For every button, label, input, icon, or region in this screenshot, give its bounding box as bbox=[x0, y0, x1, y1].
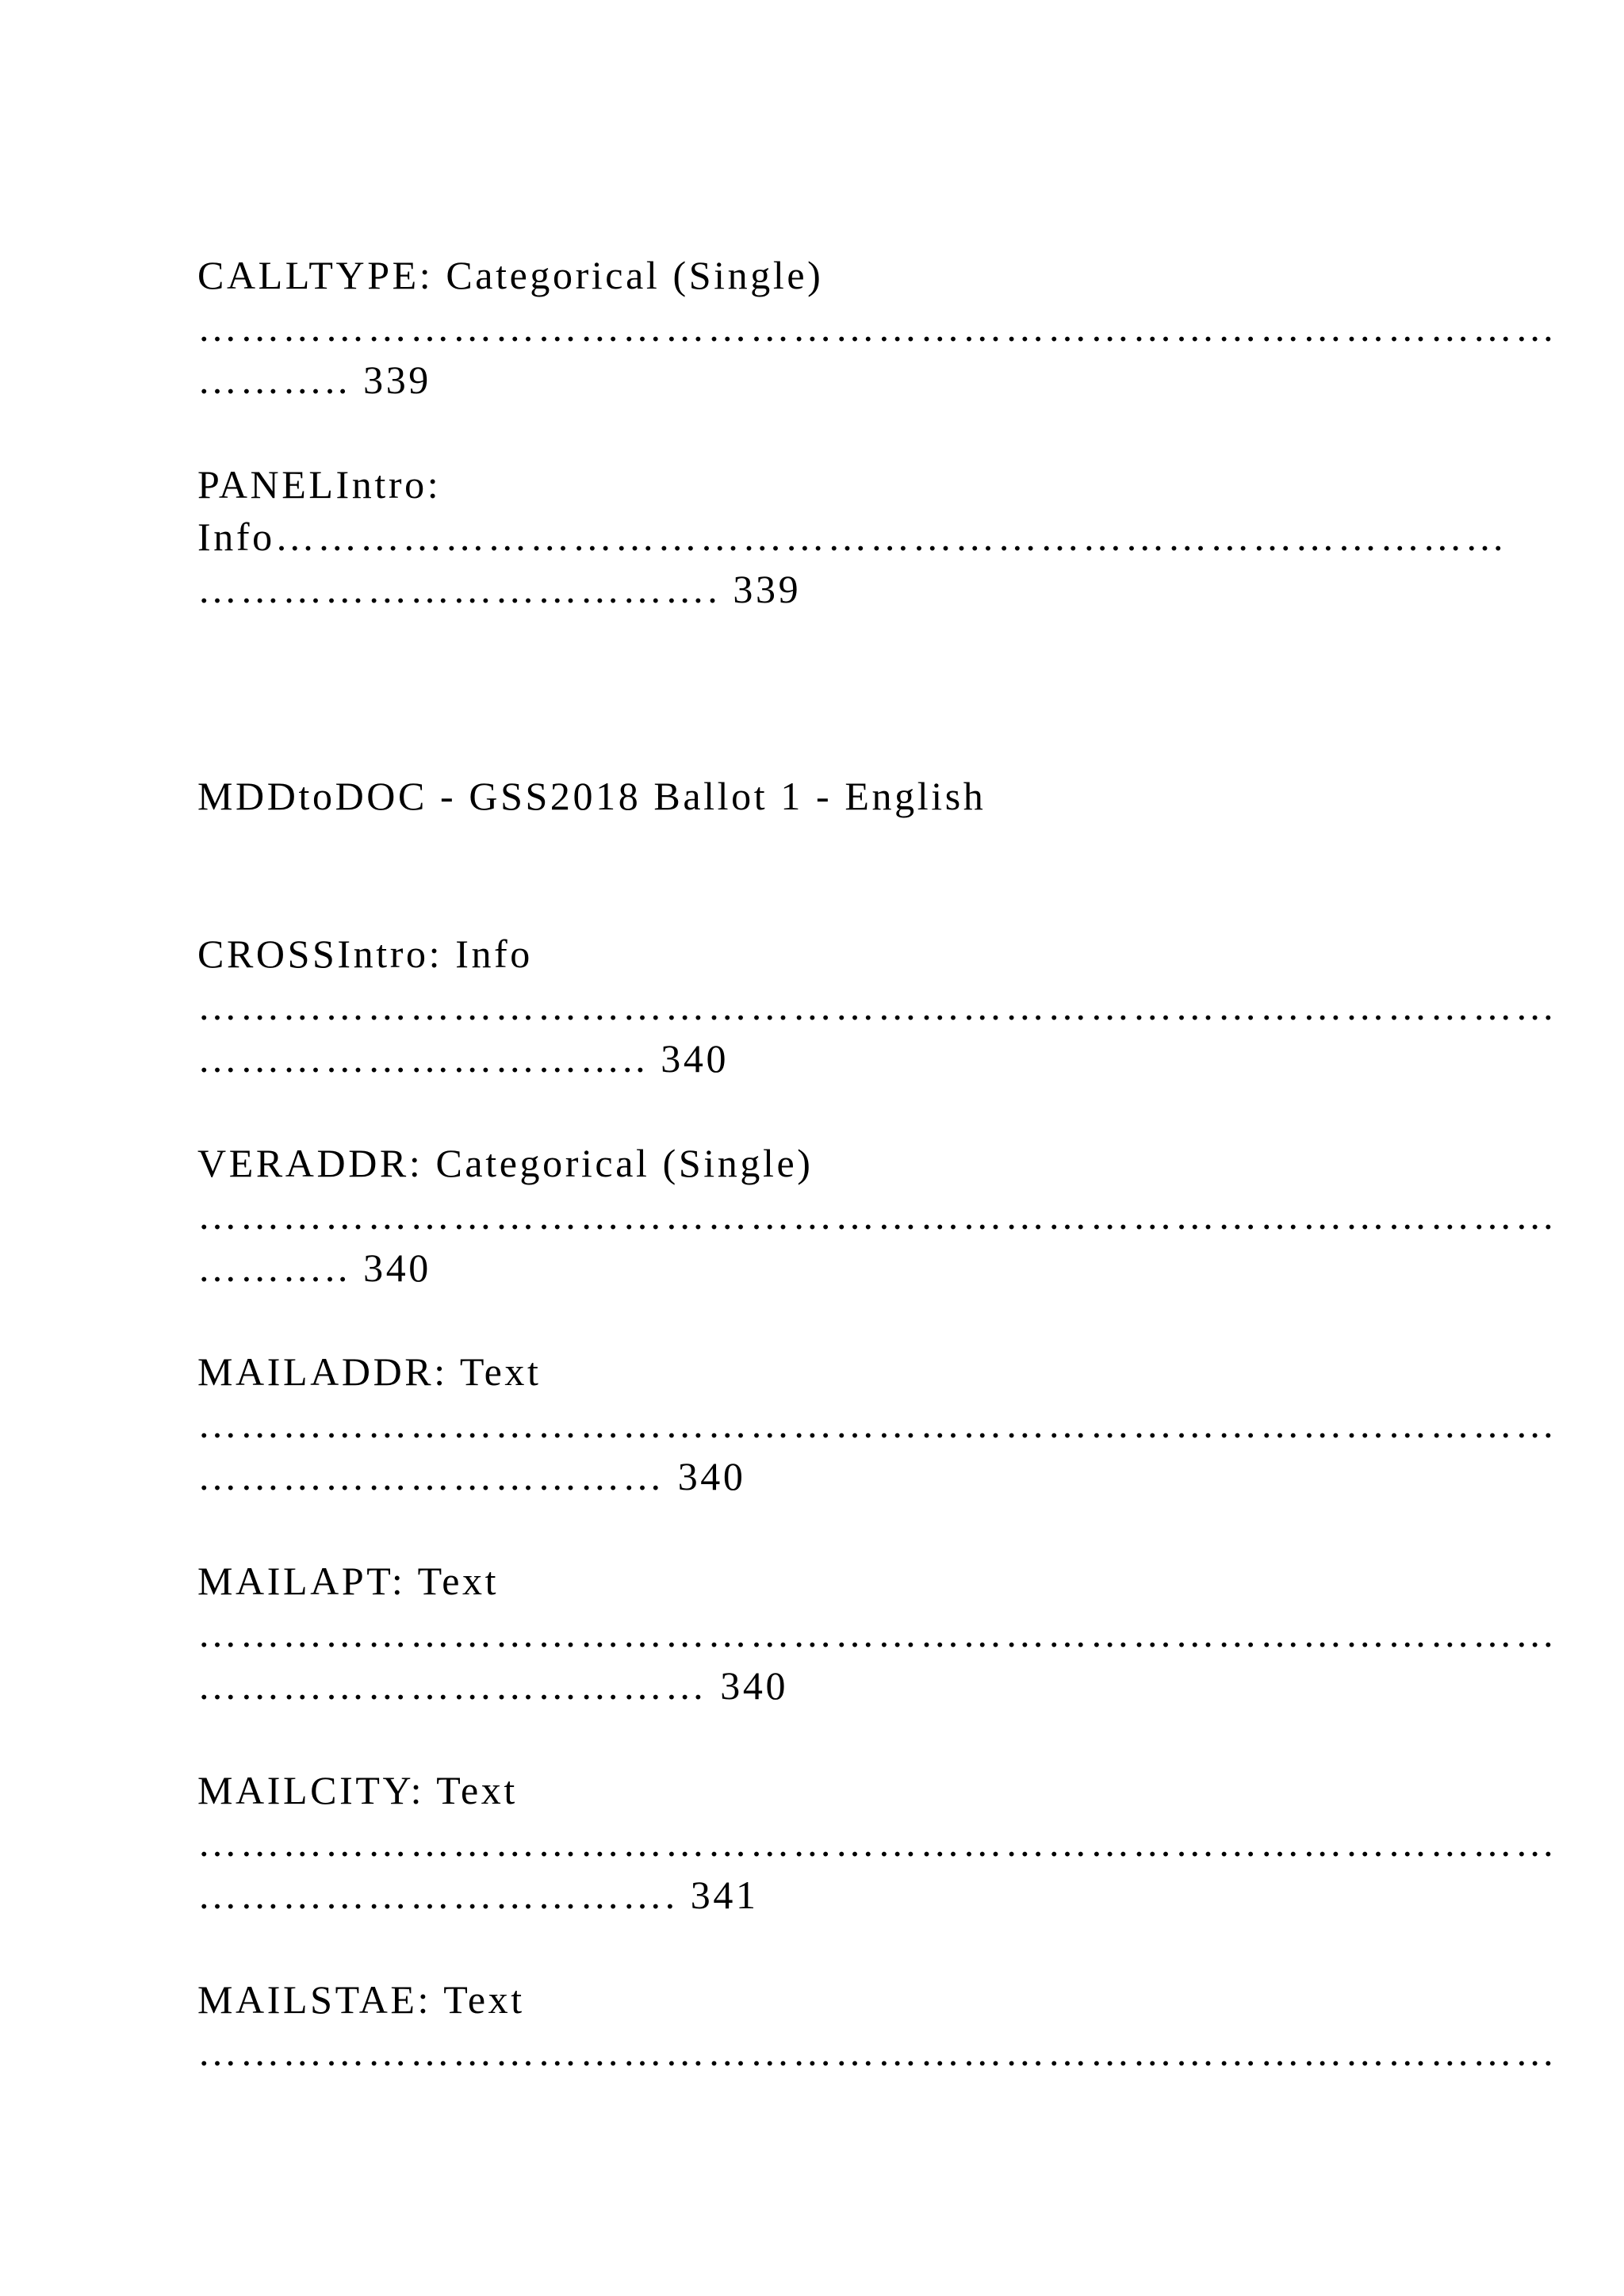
toc-leader-line: …………………………………………………………………………………… bbox=[197, 305, 1558, 350]
toc-entry-title: MAILADDR: Text bbox=[197, 1349, 542, 1394]
toc-entry-title: MAILAPT: Text bbox=[197, 1559, 500, 1603]
toc-entry-title: PANELIntro: bbox=[197, 462, 442, 507]
toc-page-line: ………………………………. 339 bbox=[197, 567, 802, 611]
toc-entry-title: MAILCITY: Text bbox=[197, 1768, 518, 1812]
toc-leader-line: …………………………………………………………………………………… bbox=[197, 1193, 1558, 1238]
toc-page-line: ………………………….. 340 bbox=[197, 1036, 730, 1081]
toc-page-line: ……………………………. 341 bbox=[197, 1873, 759, 1917]
toc-page-line: ……….. 340 bbox=[197, 1246, 431, 1290]
toc-leader-line: Info…………………………………………………………………………… bbox=[197, 515, 1508, 559]
toc-entry-title: CALLTYPE: Categorical (Single) bbox=[197, 253, 824, 297]
toc-page-line: ……….. 339 bbox=[197, 358, 431, 402]
toc-leader-line: …………………………………………………………………………………… bbox=[197, 1611, 1558, 1655]
toc-leader-line: …………………………………………………………………………………… bbox=[197, 1820, 1558, 1865]
toc-leader-line: …………………………………………………………………………………… bbox=[197, 984, 1558, 1028]
toc-entry-title: VERADDR: Categorical (Single) bbox=[197, 1141, 814, 1185]
toc-entry-title: MAILSTAE: Text bbox=[197, 1977, 525, 2022]
toc-page-line: ……………………………… 340 bbox=[197, 1663, 789, 1708]
toc-leader-line: …………………………………………………………………………………… bbox=[197, 2030, 1558, 2074]
toc-entry-title: CROSSIntro: Info bbox=[197, 932, 533, 976]
toc-leader-line: …………………………………………………………………………………… bbox=[197, 1402, 1558, 1446]
section-title: MDDtoDOC - GSS2018 Ballot 1 - English bbox=[197, 774, 986, 818]
toc-page-line: …………………………… 340 bbox=[197, 1454, 746, 1498]
